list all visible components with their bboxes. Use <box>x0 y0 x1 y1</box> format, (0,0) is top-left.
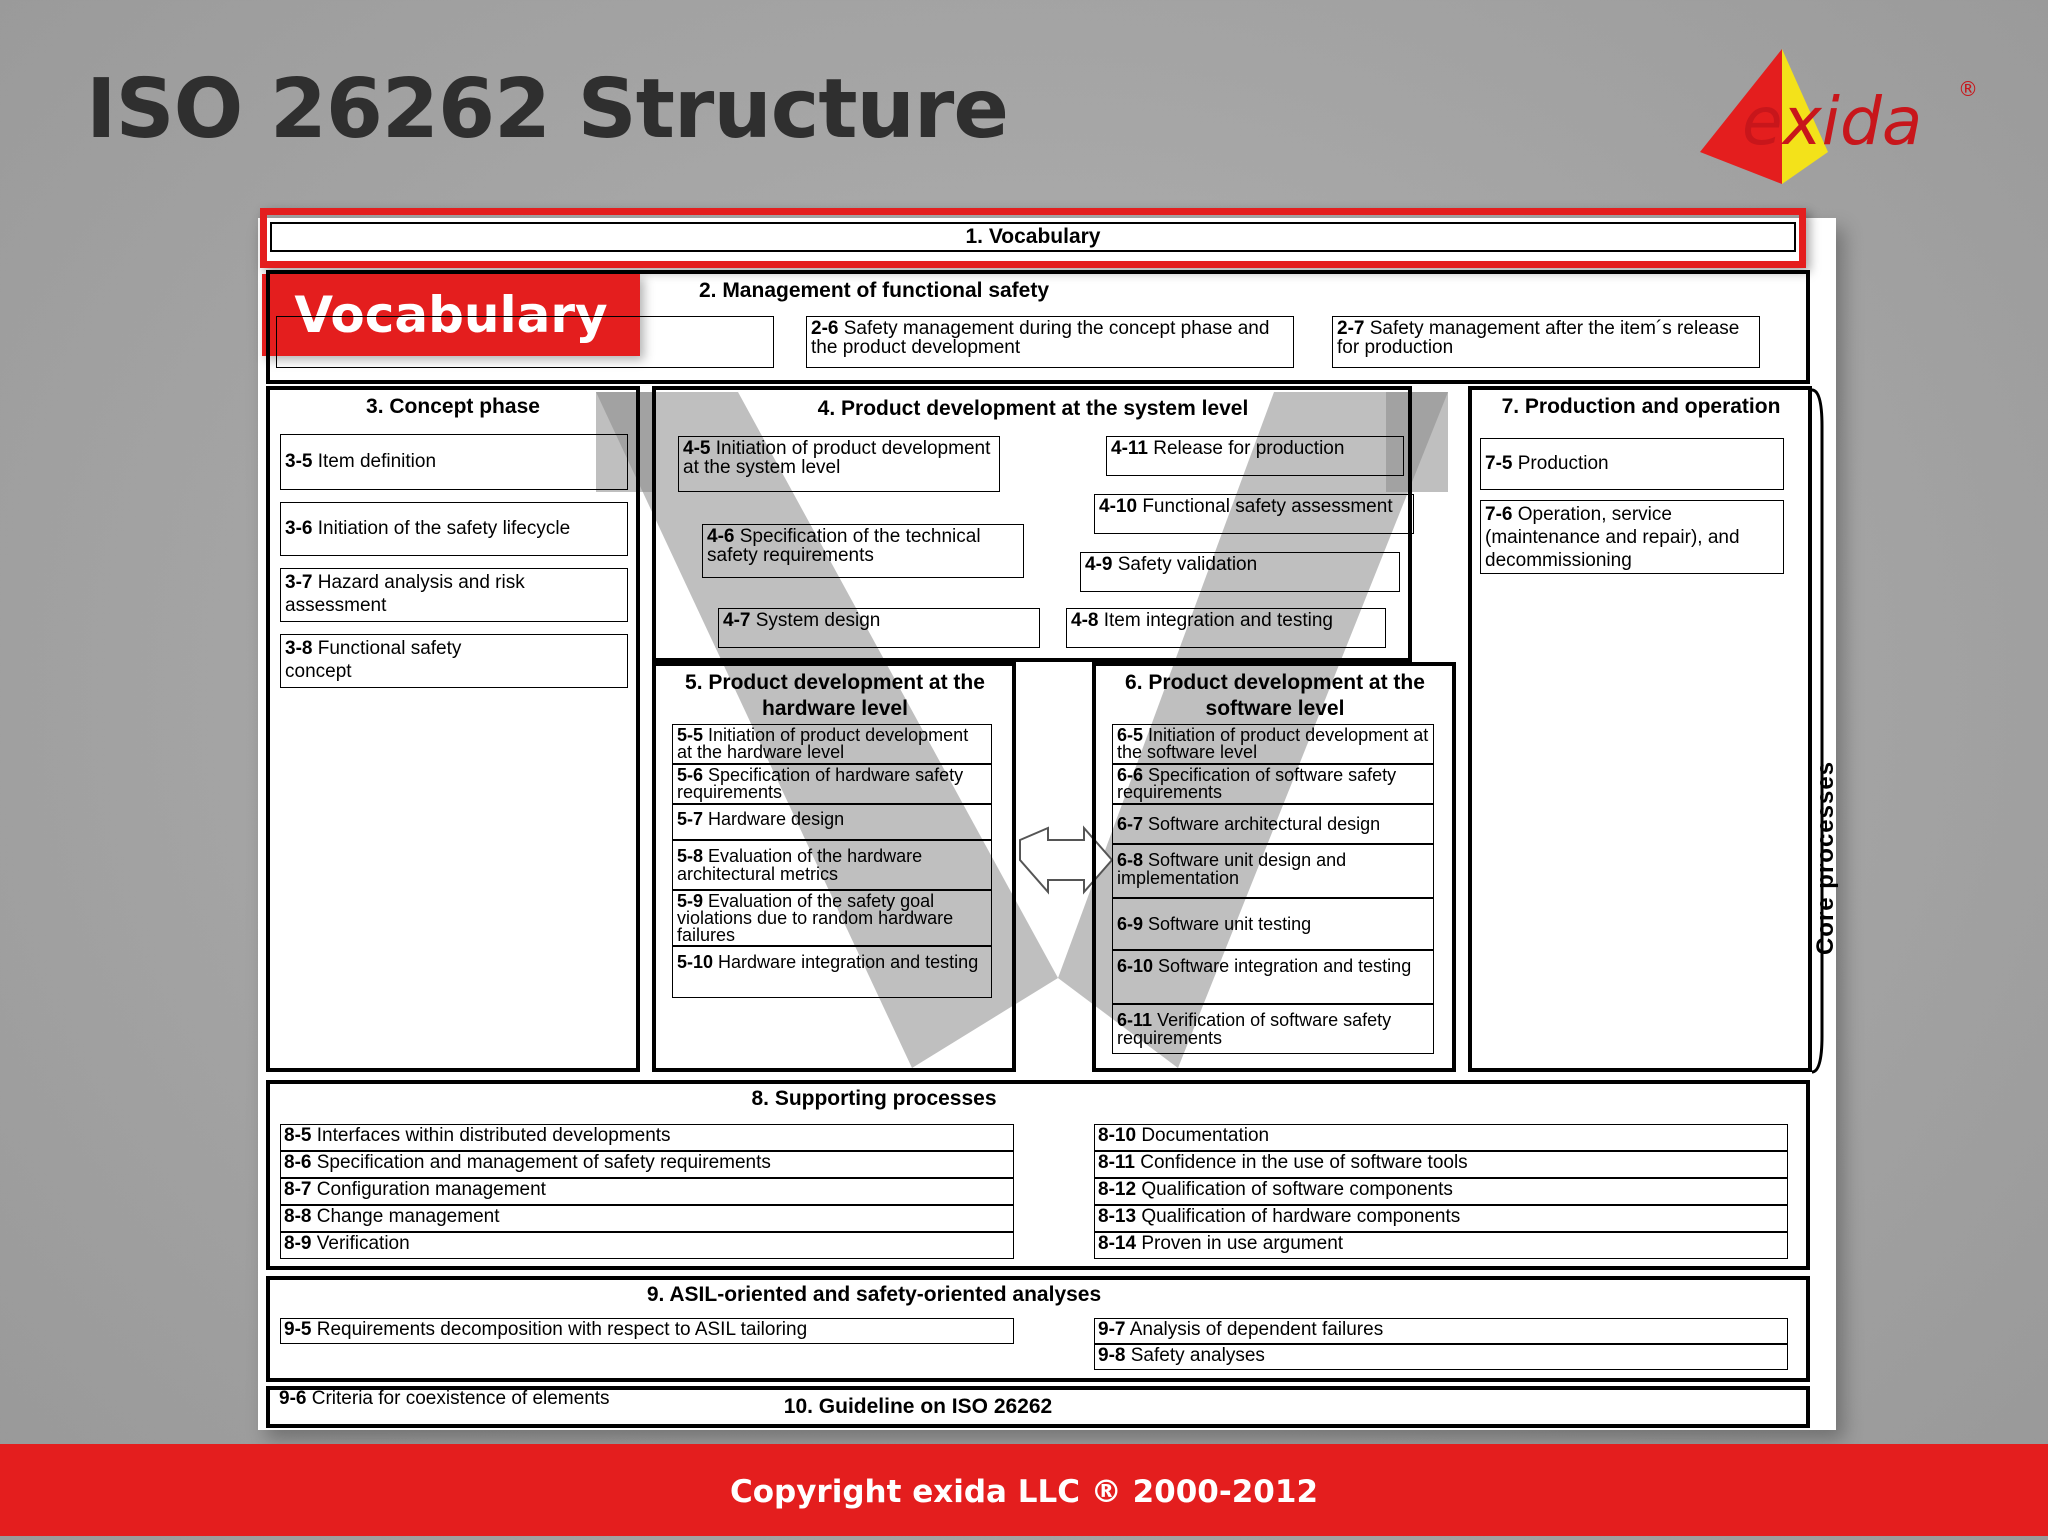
part5-title: 5. Product development at the hardware level <box>685 671 985 720</box>
part3-item-3-6: 3-6 Initiation of the safety lifecycle <box>280 502 628 556</box>
part6-item-6-7: 6-7 Software architectural design <box>1112 804 1434 844</box>
part7-title: 7. Production and operation <box>1501 395 1781 418</box>
part8-item-8-7: 8-7 Configuration management <box>280 1178 1014 1205</box>
part6-item-6-8: 6-8 Software unit design and implementation <box>1112 844 1434 898</box>
part8-item-8-5: 8-5 Interfaces within distributed developments <box>280 1124 1014 1151</box>
part7-item-7-5: 7-5 Production <box>1480 438 1784 490</box>
part3-item-3-5: 3-5 Item definition <box>280 434 628 490</box>
part9-item-9-5: 9-5 Requirements decomposition with respect to ASIL tailoring <box>280 1318 1014 1344</box>
part4-item-4-9: 4-9 Safety validation <box>1080 552 1400 592</box>
part2-title: 2. Management of functional safety <box>698 279 1050 302</box>
part6-item-6-6: 6-6 Specification of software safety requirements <box>1112 764 1434 804</box>
part4-item-4-6: 4-6 Specification of the technical safety requirements <box>702 524 1024 578</box>
part4-title: 4. Product development at the system level <box>817 397 1249 420</box>
part5-item-5-8: 5-8 Evaluation of the hardware architectural metrics <box>672 840 992 890</box>
part6-item-6-9: 6-9 Software unit testing <box>1112 898 1434 950</box>
part8-item-8-10: 8-10 Documentation <box>1094 1124 1788 1151</box>
part3-title: 3. Concept phase <box>366 395 540 418</box>
part6-title: 6. Product development at the software level <box>1125 671 1425 720</box>
part3-item-3-7: 3-7 Hazard analysis and risk assessment <box>280 568 628 622</box>
page-title: ISO 26262 Structure <box>86 62 1008 157</box>
part8-item-8-11: 8-11 Confidence in the use of software tools <box>1094 1151 1788 1178</box>
footer-copyright: Copyright exida LLC ® 2000-2012 <box>0 1444 2048 1536</box>
part4-item-4-7: 4-7 System design <box>718 608 1040 648</box>
part4-item-4-8: 4-8 Item integration and testing <box>1066 608 1386 648</box>
part8-item-8-14: 8-14 Proven in use argument <box>1094 1232 1788 1259</box>
part10-title: 10. Guideline on ISO 26262 <box>783 1395 1053 1418</box>
part1-vocabulary: 1. Vocabulary <box>270 222 1796 252</box>
part2-item-2-6: 2-6 Safety management during the concept phase and the product development <box>806 316 1294 368</box>
part4-item-4-10: 4-10 Functional safety assessment <box>1094 494 1414 534</box>
part6-item-6-10: 6-10 Software integration and testing <box>1112 950 1434 1004</box>
core-processes-label: Core processes <box>1812 760 1839 956</box>
part7-item-7-6: 7-6 Operation, service (maintenance and repair), and decommissioning <box>1480 500 1784 574</box>
part8-title: 8. Supporting processes <box>751 1087 997 1110</box>
part5-item-5-9: 5-9 Evaluation of the safety goal violations due to random hardware failures <box>672 890 992 946</box>
part9-title: 9. ASIL-oriented and safety-oriented analyses <box>646 1283 1102 1306</box>
part9-item-9-6: 9-6 Criteria for coexistence of elements <box>279 1388 610 1409</box>
iso26262-diagram <box>258 218 1839 1430</box>
part2-blank-box <box>276 316 774 368</box>
part6-item-6-5: 6-5 Initiation of product development at the software level <box>1112 724 1434 764</box>
part8-item-8-13: 8-13 Qualification of hardware components <box>1094 1205 1788 1232</box>
part5-item-5-6: 5-6 Specification of hardware safety requirements <box>672 764 992 804</box>
part5-item-5-5: 5-5 Initiation of product development at the hardware level <box>672 724 992 764</box>
logo-registered-mark: ® <box>1958 77 1978 101</box>
part6-item-6-11: 6-11 Verification of software safety requirements <box>1112 1004 1434 1054</box>
part5-item-5-10: 5-10 Hardware integration and testing <box>672 946 992 998</box>
part8-item-8-9: 8-9 Verification <box>280 1232 1014 1259</box>
part4-item-4-11: 4-11 Release for production <box>1106 436 1404 476</box>
part8-item-8-12: 8-12 Qualification of software components <box>1094 1178 1788 1205</box>
part8-item-8-8: 8-8 Change management <box>280 1205 1014 1232</box>
part2-item-2-7: 2-7 Safety management after the item´s release for production <box>1332 316 1760 368</box>
part8-item-8-6: 8-6 Specification and management of safety requirements <box>280 1151 1014 1178</box>
vocabulary-badge: Vocabulary <box>262 274 640 356</box>
exida-logo <box>1690 44 1990 194</box>
part5-item-5-7: 5-7 Hardware design <box>672 804 992 840</box>
logo-text: exida <box>1742 83 1923 160</box>
part4-item-4-5: 4-5 Initiation of product development at the system level <box>678 436 1000 492</box>
part9-item-9-8: 9-8 Safety analyses <box>1094 1344 1788 1370</box>
part9-item-9-7: 9-7 Analysis of dependent failures <box>1094 1318 1788 1344</box>
part3-item-3-8: 3-8 Functional safety concept <box>280 634 628 688</box>
